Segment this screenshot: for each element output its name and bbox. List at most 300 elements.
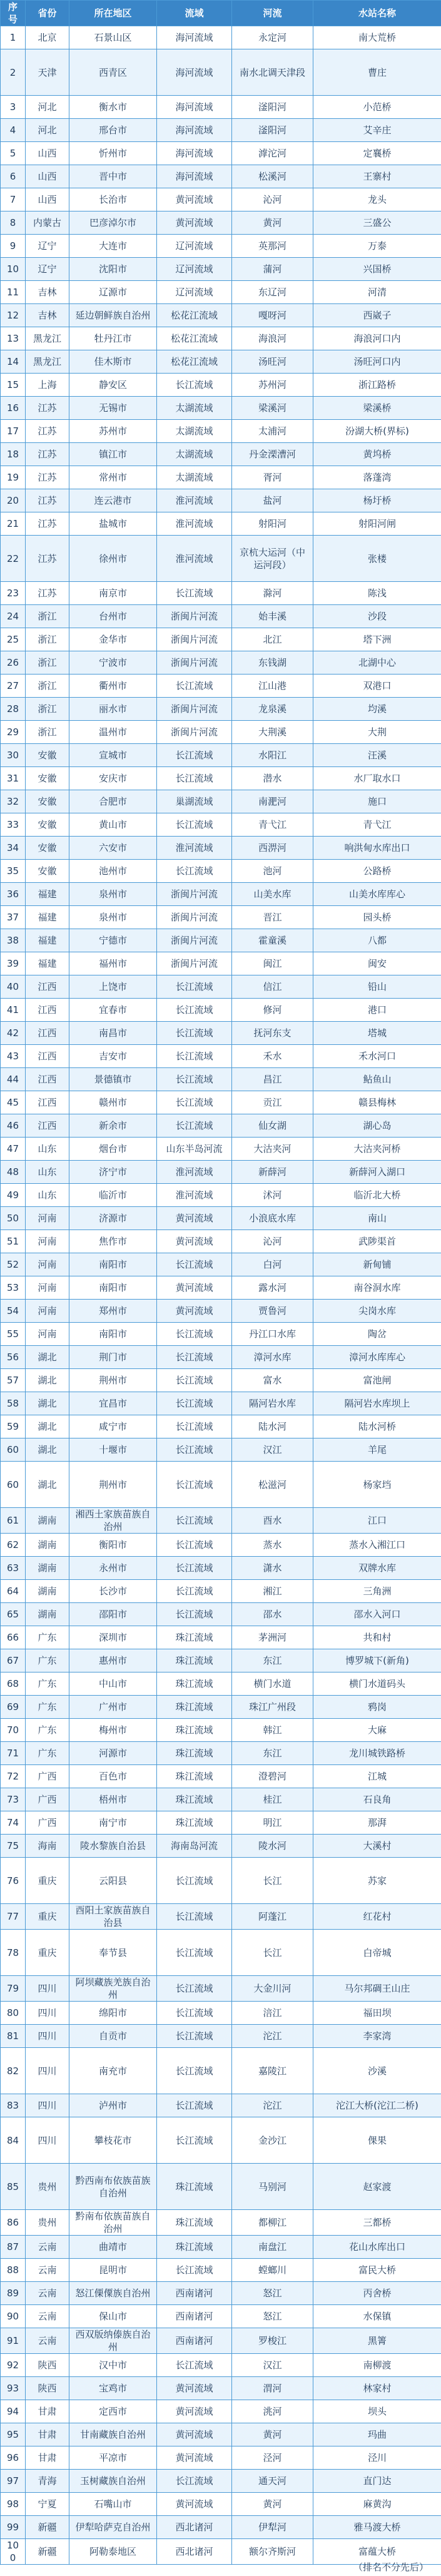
cell-station: 艾辛庄 [313, 119, 441, 142]
table-row [1, 860, 441, 883]
table-row [1, 1534, 441, 1557]
cell-index: 87 [1, 2236, 26, 2259]
cell-region: 吉安市 [69, 1045, 157, 1068]
cell-province: 北京 [26, 26, 69, 49]
cell-river: 太浦河 [232, 420, 313, 443]
header-basin: 流域 [157, 1, 232, 26]
table-row [1, 2025, 441, 2048]
cell-basin: 长江流域 [157, 2117, 232, 2164]
cell-region: 宣城市 [69, 744, 157, 767]
cell-region: 攀枝花市 [69, 2117, 157, 2164]
cell-province: 福建 [26, 952, 69, 975]
cell-basin: 长江流域 [157, 2025, 232, 2048]
table-row [1, 26, 441, 49]
cell-river: 怒江 [232, 2282, 313, 2305]
cell-station: 山美水库库心 [313, 883, 441, 906]
cell-region: 西双版纳傣族自治州 [69, 2328, 157, 2354]
cell-station: 三都桥 [313, 2210, 441, 2236]
table-row [1, 929, 441, 952]
cell-river: 沱江 [232, 2094, 313, 2117]
cell-region: 怒江傈僳族自治州 [69, 2282, 157, 2305]
cell-region: 自贡市 [69, 2025, 157, 2048]
table-row [1, 1976, 441, 2002]
cell-region: 池州市 [69, 860, 157, 883]
table-row [1, 1323, 441, 1346]
header-index: 序号 [1, 1, 26, 26]
cell-river: 青弋江 [232, 813, 313, 837]
cell-station: 蒸水入湘江口 [313, 1534, 441, 1557]
cell-index: 54 [1, 1300, 26, 1323]
cell-basin: 长江流域 [157, 1323, 232, 1346]
cell-station: 塔下洲 [313, 628, 441, 651]
cell-province: 江苏 [26, 489, 69, 512]
table-row [1, 1672, 441, 1696]
cell-river: 潜水 [232, 767, 313, 790]
cell-station: 横门水道码头 [313, 1672, 441, 1696]
cell-index: 69 [1, 1696, 26, 1719]
cell-river: 茅洲河 [232, 1626, 313, 1649]
cell-index: 18 [1, 443, 26, 466]
cell-province: 甘肃 [26, 2446, 69, 2470]
cell-station: 汤旺河口内 [313, 350, 441, 374]
cell-river: 滹沱河 [232, 142, 313, 165]
cell-station: 博罗城下(新角) [313, 1649, 441, 1672]
table-row [1, 813, 441, 837]
cell-station: 双牌水库 [313, 1557, 441, 1580]
cell-river: 黄河 [232, 2423, 313, 2446]
cell-index: 56 [1, 1346, 26, 1369]
cell-river: 盐河 [232, 489, 313, 512]
table-row [1, 1022, 441, 1045]
cell-basin: 西北诸河 [157, 2539, 232, 2565]
table-row [1, 536, 441, 582]
cell-river: 南淝河 [232, 790, 313, 813]
cell-index: 80 [1, 2002, 26, 2025]
cell-region: 陵水黎族自治县 [69, 1835, 157, 1858]
table-row [1, 2493, 441, 2516]
cell-station: 杨家垱 [313, 1462, 441, 1508]
cell-station: 青弋江 [313, 813, 441, 837]
header-region: 所在地区 [69, 1, 157, 26]
table-row [1, 1045, 441, 1068]
cell-station: 汾湖大桥(界标) [313, 420, 441, 443]
cell-region: 荆州市 [69, 1462, 157, 1508]
cell-river: 仙女湖 [232, 1114, 313, 1138]
cell-index: 40 [1, 975, 26, 999]
table-row [1, 489, 441, 512]
cell-region: 常州市 [69, 466, 157, 489]
table-row [1, 397, 441, 420]
cell-station: 鲇鱼山 [313, 1068, 441, 1091]
table-row [1, 605, 441, 628]
cell-region: 云阳县 [69, 1858, 157, 1904]
cell-index: 89 [1, 2282, 26, 2305]
cell-index: 65 [1, 1603, 26, 1626]
cell-index: 46 [1, 1114, 26, 1138]
table-row [1, 744, 441, 767]
cell-river: 马别河 [232, 2164, 313, 2210]
cell-river: 沱江 [232, 2025, 313, 2048]
cell-station: 湖心岛 [313, 1114, 441, 1138]
cell-station: 苏家 [313, 1858, 441, 1904]
cell-river: 贾鲁河 [232, 1300, 313, 1323]
table-row [1, 1557, 441, 1580]
table-row [1, 1788, 441, 1811]
cell-station: 武陟渠首 [313, 1230, 441, 1253]
cell-province: 江苏 [26, 420, 69, 443]
cell-province: 山东 [26, 1184, 69, 1207]
cell-index: 29 [1, 721, 26, 744]
table-row [1, 211, 441, 235]
table-row [1, 651, 441, 675]
table-row [1, 2236, 441, 2259]
cell-basin: 长江流域 [157, 1858, 232, 1904]
cell-basin: 浙闽片河流 [157, 883, 232, 906]
cell-index: 53 [1, 1276, 26, 1300]
cell-province: 四川 [26, 2117, 69, 2164]
cell-region: 泉州市 [69, 906, 157, 929]
cell-station: 龙头 [313, 188, 441, 211]
cell-region: 泸州市 [69, 2094, 157, 2117]
cell-region: 佳木斯市 [69, 350, 157, 374]
cell-station: 闽安 [313, 952, 441, 975]
cell-station: 曹庄 [313, 49, 441, 96]
cell-basin: 浙闽片河流 [157, 929, 232, 952]
cell-index: 88 [1, 2259, 26, 2282]
cell-basin: 黄河流域 [157, 1300, 232, 1323]
cell-river: 都柳江 [232, 2210, 313, 2236]
cell-region: 温州市 [69, 721, 157, 744]
cell-province: 广东 [26, 1649, 69, 1672]
cell-province: 黑龙江 [26, 327, 69, 350]
cell-river: 信江 [232, 975, 313, 999]
cell-province: 福建 [26, 906, 69, 929]
table-row [1, 1184, 441, 1207]
cell-river: 小浪底水库 [232, 1207, 313, 1230]
cell-province: 江西 [26, 1022, 69, 1045]
cell-index: 6 [1, 165, 26, 188]
cell-river: 苏州河 [232, 374, 313, 397]
cell-province: 湖北 [26, 1415, 69, 1438]
table-row [1, 790, 441, 813]
cell-index: 98 [1, 2493, 26, 2516]
cell-index: 34 [1, 837, 26, 860]
cell-province: 安徽 [26, 837, 69, 860]
table-row [1, 1346, 441, 1369]
cell-province: 重庆 [26, 1904, 69, 1930]
cell-index: 92 [1, 2354, 26, 2377]
cell-basin: 黄河流域 [157, 211, 232, 235]
cell-index: 49 [1, 1184, 26, 1207]
cell-basin: 浙闽片河流 [157, 906, 232, 929]
cell-province: 辽宁 [26, 258, 69, 281]
cell-index: 38 [1, 929, 26, 952]
cell-region: 苏州市 [69, 420, 157, 443]
cell-province: 广东 [26, 1719, 69, 1742]
cell-basin: 长江流域 [157, 767, 232, 790]
cell-station: 陈浅 [313, 582, 441, 605]
cell-basin: 浙闽片河流 [157, 605, 232, 628]
cell-region: 石嘴山市 [69, 2493, 157, 2516]
cell-province: 吉林 [26, 304, 69, 327]
cell-province: 河南 [26, 1207, 69, 1230]
table-row [1, 2328, 441, 2354]
cell-basin: 长江流域 [157, 1557, 232, 1580]
cell-province: 广东 [26, 1672, 69, 1696]
table-row [1, 165, 441, 188]
cell-index: 50 [1, 1207, 26, 1230]
cell-river: 韩江 [232, 1719, 313, 1742]
cell-region: 静安区 [69, 374, 157, 397]
table-row [1, 327, 441, 350]
cell-index: 48 [1, 1161, 26, 1184]
cell-station: 鸦岗 [313, 1696, 441, 1719]
cell-river: 东辽河 [232, 281, 313, 304]
cell-province: 湖南 [26, 1557, 69, 1580]
cell-region: 黔南布依族苗族自治州 [69, 2210, 157, 2236]
table-row [1, 512, 441, 536]
cell-province: 福建 [26, 929, 69, 952]
cell-basin: 松花江流域 [157, 350, 232, 374]
cell-station: 沙溪 [313, 2048, 441, 2094]
cell-station: 禾水河口 [313, 1045, 441, 1068]
cell-province: 山西 [26, 142, 69, 165]
cell-province: 浙江 [26, 698, 69, 721]
table-row [1, 1930, 441, 1976]
cell-basin: 长江流域 [157, 1045, 232, 1068]
cell-river: 澄碧河 [232, 1765, 313, 1788]
cell-province: 贵州 [26, 2164, 69, 2210]
cell-province: 四川 [26, 2025, 69, 2048]
table-row [1, 2002, 441, 2025]
cell-region: 南阳市 [69, 1253, 157, 1276]
table-row [1, 2048, 441, 2094]
cell-region: 绵阳市 [69, 2002, 157, 2025]
table-row [1, 443, 441, 466]
cell-station: 三盛公 [313, 211, 441, 235]
cell-index: 13 [1, 327, 26, 350]
cell-basin: 珠江流域 [157, 1626, 232, 1649]
cell-region: 济源市 [69, 1207, 157, 1230]
cell-index: 19 [1, 466, 26, 489]
cell-index: 60 [1, 1462, 26, 1508]
table-row [1, 1207, 441, 1230]
cell-basin: 西北诸河 [157, 2516, 232, 2539]
cell-province: 云南 [26, 2305, 69, 2328]
table-row [1, 420, 441, 443]
cell-province: 云南 [26, 2328, 69, 2354]
cell-index: 94 [1, 2400, 26, 2423]
cell-basin: 长江流域 [157, 1508, 232, 1534]
cell-index: 15 [1, 374, 26, 397]
cell-basin: 长江流域 [157, 1603, 232, 1626]
cell-province: 江苏 [26, 397, 69, 420]
cell-basin: 长江流域 [157, 374, 232, 397]
cell-river: 修河 [232, 999, 313, 1022]
cell-station: 南谷洞水库 [313, 1276, 441, 1300]
cell-river: 山美水库 [232, 883, 313, 906]
cell-river: 陵水河 [232, 1835, 313, 1858]
cell-river: 沁河 [232, 188, 313, 211]
cell-province: 上海 [26, 374, 69, 397]
cell-index: 86 [1, 2210, 26, 2236]
cell-basin: 海南岛河流 [157, 1835, 232, 1858]
cell-river: 禾水 [232, 1045, 313, 1068]
cell-region: 保山市 [69, 2305, 157, 2328]
cell-region: 定西市 [69, 2400, 157, 2423]
table-row [1, 2423, 441, 2446]
cell-station: 沙段 [313, 605, 441, 628]
table-row [1, 952, 441, 975]
cell-basin: 太湖流域 [157, 466, 232, 489]
cell-region: 平凉市 [69, 2446, 157, 2470]
cell-river: 横门水道 [232, 1672, 313, 1696]
cell-station: 铅山 [313, 975, 441, 999]
cell-province: 湖南 [26, 1603, 69, 1626]
cell-province: 新疆 [26, 2516, 69, 2539]
cell-basin: 长江流域 [157, 2094, 232, 2117]
cell-province: 江西 [26, 999, 69, 1022]
table-row [1, 1649, 441, 1672]
table-row [1, 2470, 441, 2493]
cell-river: 江山港 [232, 675, 313, 698]
table-body [1, 26, 441, 2565]
cell-basin: 长江流域 [157, 1415, 232, 1438]
table-row [1, 767, 441, 790]
cell-river: 西淠河 [232, 837, 313, 860]
cell-basin: 淮河流域 [157, 1184, 232, 1207]
cell-index: 76 [1, 1858, 26, 1904]
cell-river: 露水河 [232, 1276, 313, 1300]
cell-province: 湖南 [26, 1534, 69, 1557]
cell-province: 安徽 [26, 744, 69, 767]
cell-river: 黄河 [232, 211, 313, 235]
table-row [1, 628, 441, 651]
cell-region: 酉阳土家族苗族自治县 [69, 1904, 157, 1930]
cell-station: 小范桥 [313, 96, 441, 119]
table-row [1, 1696, 441, 1719]
cell-station: 西崴子 [313, 304, 441, 327]
cell-index: 43 [1, 1045, 26, 1068]
cell-index: 90 [1, 2305, 26, 2328]
cell-region: 福州市 [69, 952, 157, 975]
cell-station: 浙江路桥 [313, 374, 441, 397]
cell-basin: 黄河流域 [157, 2400, 232, 2423]
cell-region: 晋中市 [69, 165, 157, 188]
cell-index: 7 [1, 188, 26, 211]
cell-province: 河南 [26, 1276, 69, 1300]
cell-station: 均溪 [313, 698, 441, 721]
cell-basin: 长江流域 [157, 582, 232, 605]
cell-basin: 黄河流域 [157, 2493, 232, 2516]
cell-region: 焦作市 [69, 1230, 157, 1253]
cell-index: 66 [1, 1626, 26, 1649]
cell-river: 南盘江 [232, 2236, 313, 2259]
cell-index: 5 [1, 142, 26, 165]
cell-river: 潇水 [232, 1557, 313, 1580]
cell-station: 大沽夹河桥 [313, 1138, 441, 1161]
cell-province: 安徽 [26, 767, 69, 790]
cell-region: 巴彦淖尔市 [69, 211, 157, 235]
cell-station: 大麻 [313, 1719, 441, 1742]
cell-station: 麻黄沟 [313, 2493, 441, 2516]
cell-region: 深圳市 [69, 1626, 157, 1649]
cell-basin: 长江流域 [157, 1930, 232, 1976]
cell-station: 红花村 [313, 1904, 441, 1930]
cell-province: 江西 [26, 975, 69, 999]
cell-region: 湘西土家族苗族自治州 [69, 1508, 157, 1534]
cell-province: 湖北 [26, 1438, 69, 1462]
cell-basin: 辽河流域 [157, 235, 232, 258]
cell-province: 江苏 [26, 582, 69, 605]
table-row [1, 1253, 441, 1276]
cell-region: 永州市 [69, 1557, 157, 1580]
cell-basin: 长江流域 [157, 1392, 232, 1415]
cell-river: 珠江广州段 [232, 1696, 313, 1719]
cell-index: 33 [1, 813, 26, 837]
header-province: 省份 [26, 1, 69, 26]
table-row [1, 2164, 441, 2210]
cell-river: 阿蓬江 [232, 1904, 313, 1930]
cell-index: 24 [1, 605, 26, 628]
cell-basin: 松花江流域 [157, 327, 232, 350]
cell-region: 广州市 [69, 1696, 157, 1719]
cell-river: 松溪河 [232, 165, 313, 188]
table-row [1, 1508, 441, 1534]
cell-river: 松滋河 [232, 1462, 313, 1508]
cell-station: 花山水库出口 [313, 2236, 441, 2259]
cell-region: 奉节县 [69, 1930, 157, 1976]
cell-river: 海浪河 [232, 327, 313, 350]
cell-region: 宜昌市 [69, 1392, 157, 1415]
cell-province: 云南 [26, 2259, 69, 2282]
cell-river: 沭河 [232, 1184, 313, 1207]
cell-basin: 长江流域 [157, 1369, 232, 1392]
cell-station: 尖岗水库 [313, 1300, 441, 1323]
cell-province: 重庆 [26, 1858, 69, 1904]
cell-region: 宁波市 [69, 651, 157, 675]
table-row [1, 1438, 441, 1462]
cell-river: 东钱湖 [232, 651, 313, 675]
cell-region: 南昌市 [69, 1022, 157, 1045]
cell-region: 上饶市 [69, 975, 157, 999]
cell-river: 贡江 [232, 1091, 313, 1114]
cell-region: 阿坝藏族羌族自治州 [69, 1976, 157, 2002]
cell-basin: 长江流域 [157, 813, 232, 837]
cell-region: 汉中市 [69, 2354, 157, 2377]
cell-station: 塔城 [313, 1022, 441, 1045]
cell-province: 江苏 [26, 536, 69, 582]
cell-river: 池河 [232, 860, 313, 883]
cell-station: 雅马渡大桥 [313, 2516, 441, 2539]
cell-index: 62 [1, 1534, 26, 1557]
table-row [1, 999, 441, 1022]
cell-index: 35 [1, 860, 26, 883]
cell-index: 83 [1, 2094, 26, 2117]
cell-index: 51 [1, 1230, 26, 1253]
table-row [1, 883, 441, 906]
cell-basin: 黄河流域 [157, 1207, 232, 1230]
cell-station: 江口 [313, 1508, 441, 1534]
table-row [1, 188, 441, 211]
cell-index: 39 [1, 952, 26, 975]
cell-river: 汉江 [232, 1438, 313, 1462]
cell-region: 黄山市 [69, 813, 157, 837]
cell-station: 施口 [313, 790, 441, 813]
cell-station: 李家湾 [313, 2025, 441, 2048]
cell-station: 漳河水库库心 [313, 1346, 441, 1369]
cell-river: 嘎呀河 [232, 304, 313, 327]
